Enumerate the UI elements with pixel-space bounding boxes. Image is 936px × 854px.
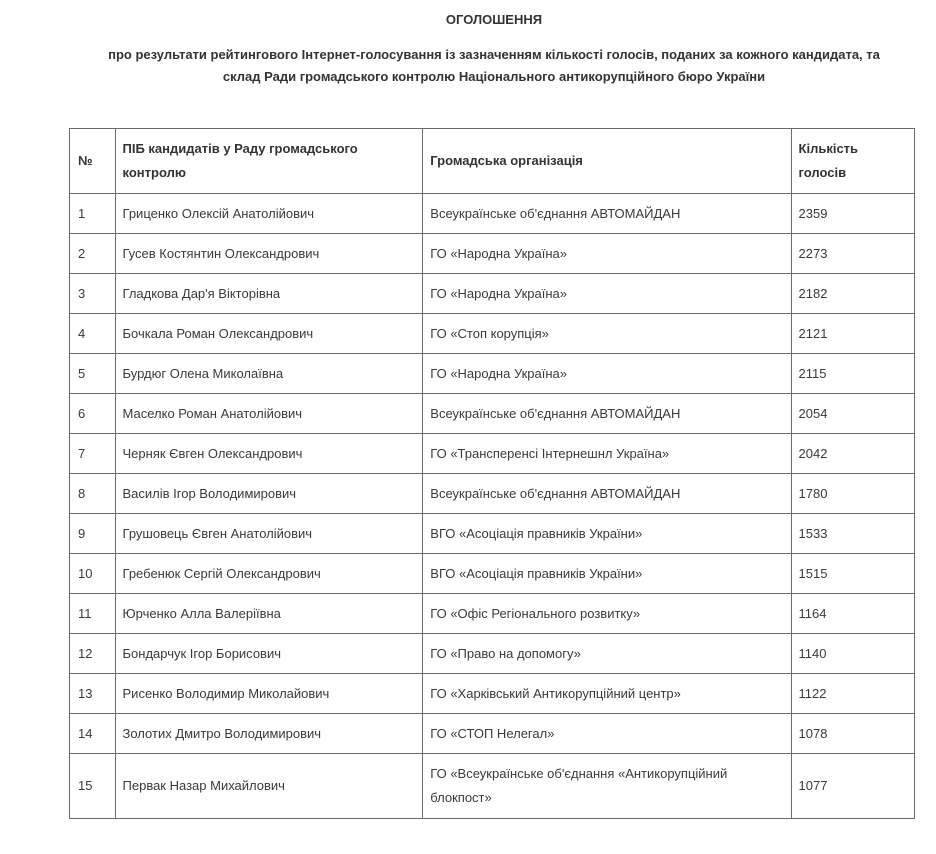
cell-votes: 1780 [791,474,914,514]
subtitle-line-1: про результати рейтингового Інтернет-голосування із зазначенням кількості голосів, поданих за кожного кандидата, та [108,47,880,62]
header-name-line-2: контролю [122,165,186,180]
table-row [70,274,915,314]
results-table [69,128,915,819]
cell-name: Грушовець Євген Анатолійович [115,514,423,554]
cell-votes: 1077 [791,754,914,819]
cell-name: Гриценко Олексій Анатолійович [115,194,423,234]
cell-num: 12 [70,634,116,674]
cell-num: 7 [70,434,116,474]
cell-votes: 2273 [791,234,914,274]
table-row [70,594,915,634]
cell-votes: 2182 [791,274,914,314]
cell-org: ГО «Офіс Регіонального розвитку» [423,594,791,634]
table-row [70,314,915,354]
cell-org: ГО «Стоп корупція» [423,314,791,354]
table-row [70,754,915,819]
cell-name: Гребенюк Сергій Олександрович [115,554,423,594]
cell-num: 14 [70,714,116,754]
table-row [70,474,915,514]
cell-org: ВГО «Асоціація правників України» [423,554,791,594]
cell-num: 2 [70,234,116,274]
cell-org: ГО «Народна Україна» [423,354,791,394]
cell-org: Всеукраїнське об'єднання АВТОМАЙДАН [423,194,791,234]
header-num: № [70,129,116,194]
cell-org: ГО «Трансперенсі Інтернешнл Україна» [423,434,791,474]
cell-org: ГО «Народна Україна» [423,274,791,314]
table-header-row [70,129,915,194]
table-row [70,434,915,474]
cell-num: 4 [70,314,116,354]
cell-votes: 1164 [791,594,914,634]
cell-org: ГО «СТОП Нелегал» [423,714,791,754]
table-row [70,394,915,434]
cell-name: Василів Ігор Володимирович [115,474,423,514]
table-row [70,354,915,394]
header-name-line-1: ПІБ кандидатів у Раду громадського [122,141,358,156]
cell-org: ГО «Право на допомогу» [423,634,791,674]
cell-num: 13 [70,674,116,714]
cell-name: Маселко Роман Анатолійович [115,394,423,434]
cell-name: Юрченко Алла Валеріївна [115,594,423,634]
cell-org-line-2: блокпост» [430,790,492,805]
cell-org: Всеукраїнське об'єднання АВТОМАЙДАН [423,474,791,514]
cell-name: Первак Назар Михайлович [115,754,423,819]
cell-votes: 1122 [791,674,914,714]
cell-votes: 2121 [791,314,914,354]
cell-org: Всеукраїнське об'єднання АВТОМАЙДАН [423,394,791,434]
cell-org-line-1: ГО «Всеукраїнське об'єднання «Антикорупційний [430,766,728,781]
cell-num: 8 [70,474,116,514]
page-subtitle [60,44,928,88]
cell-org: ВГО «Асоціація правників України» [423,514,791,554]
table-row [70,234,915,274]
cell-name: Гусев Костянтин Олександрович [115,234,423,274]
cell-num: 15 [70,754,116,819]
cell-votes: 2042 [791,434,914,474]
cell-name: Золотих Дмитро Володимирович [115,714,423,754]
cell-org: ГО «Харківський Антикорупційний центр» [423,674,791,714]
cell-votes: 2359 [791,194,914,234]
table-row [70,554,915,594]
header-votes-line-2: голосів [798,165,847,180]
cell-votes: 1515 [791,554,914,594]
header-name [115,129,423,194]
cell-num: 6 [70,394,116,434]
table-row [70,194,915,234]
cell-votes: 1140 [791,634,914,674]
cell-num: 10 [70,554,116,594]
cell-org [423,754,791,819]
table-row [70,514,915,554]
cell-name: Черняк Євген Олександрович [115,434,423,474]
cell-votes: 1078 [791,714,914,754]
table-row [70,674,915,714]
header-votes [791,129,914,194]
header-org: Громадська організація [423,129,791,194]
table-row [70,714,915,754]
cell-name: Бочкала Роман Олександрович [115,314,423,354]
cell-num: 1 [70,194,116,234]
cell-votes: 2115 [791,354,914,394]
cell-num: 3 [70,274,116,314]
cell-name: Гладкова Дар'я Вікторівна [115,274,423,314]
cell-name: Рисенко Володимир Миколайович [115,674,423,714]
cell-votes: 2054 [791,394,914,434]
table-row [70,634,915,674]
page-title: ОГОЛОШЕННЯ [445,12,543,27]
header-votes-line-1: Кількість [798,141,859,156]
cell-name: Бурдюг Олена Миколаївна [115,354,423,394]
cell-name: Бондарчук Ігор Борисович [115,634,423,674]
cell-votes: 1533 [791,514,914,554]
cell-num: 5 [70,354,116,394]
cell-num: 9 [70,514,116,554]
cell-num: 11 [70,594,116,634]
subtitle-line-2: склад Ради громадського контролю Національного антикорупційного бюро України [222,69,766,84]
cell-org: ГО «Народна Україна» [423,234,791,274]
